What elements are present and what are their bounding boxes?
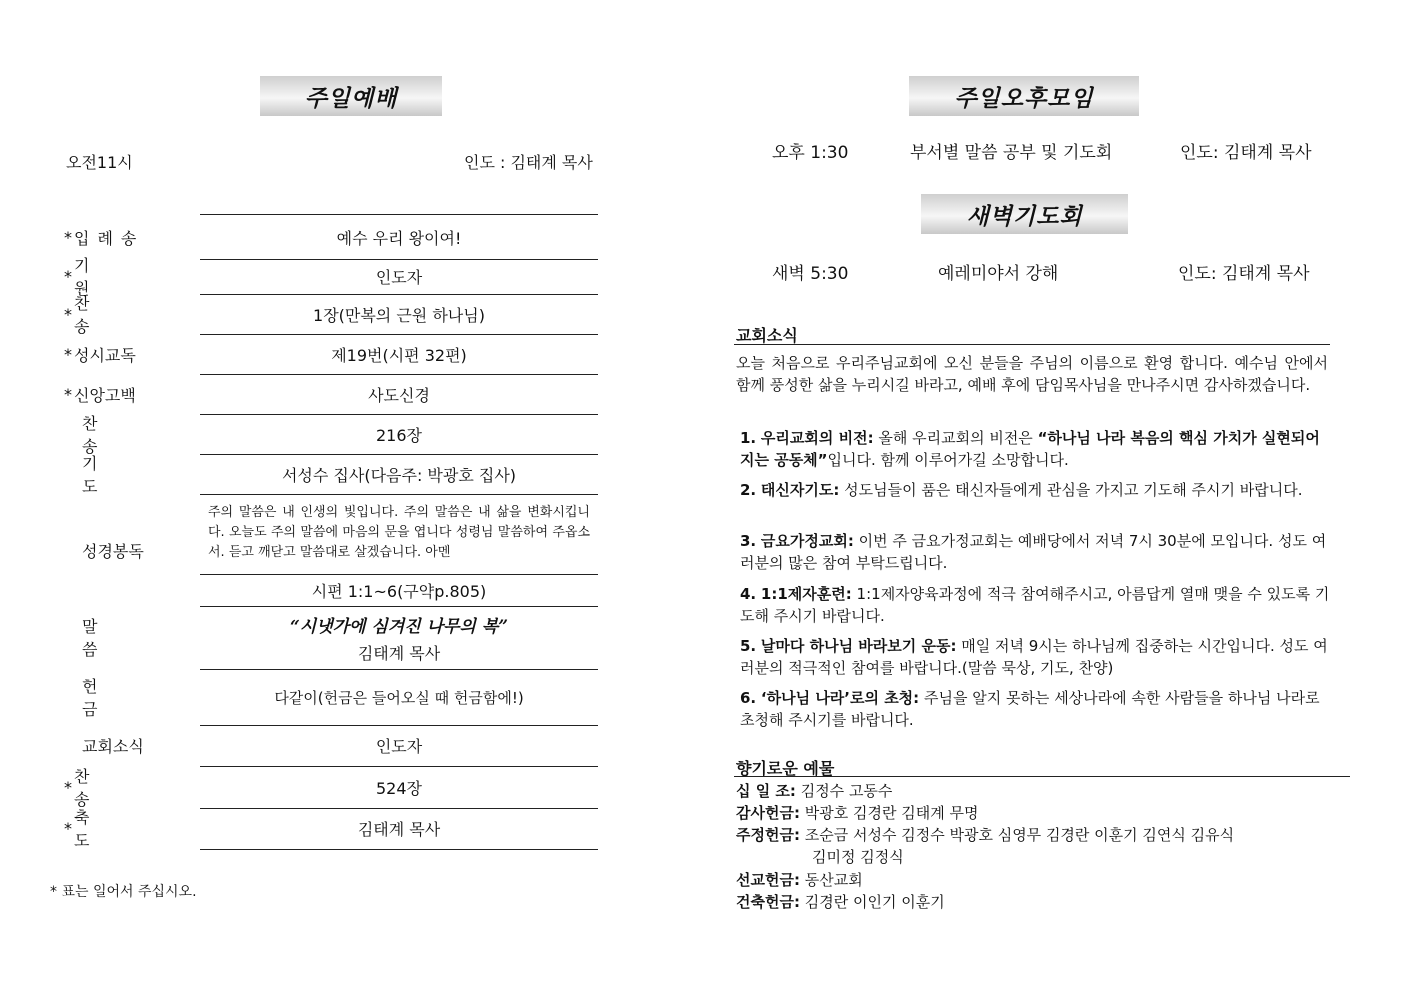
reading-passage: 시편 1:1~6(구약p.805): [311, 581, 487, 601]
divider: [200, 414, 598, 415]
order-value: 김태계 목사: [357, 819, 441, 839]
divider: [200, 374, 598, 375]
worship-leader: 인도 : 김태계 목사: [464, 153, 593, 172]
order-value: 예수 우리 왕이여!: [336, 228, 462, 248]
afternoon-desc: 부서별 말씀 공부 및 기도회: [910, 143, 1113, 163]
order-value: 사도신경: [368, 385, 430, 405]
divider: [200, 454, 598, 455]
news-item-3: 3. 금요가정교회: 이번 주 금요가정교회는 예배당에서 저녁 7시 30분에 모입니다. 성도 여러분의 많은 참여 부탁드립니다.: [740, 532, 1327, 572]
church-news-title: 교회소식: [736, 326, 798, 345]
news-item-1: 1. 우리교회의 비전: 올해 우리교회의 비전은 “하나님 나라 복음의 핵심 가치가 실현되어지는 공동체”입니다. 함께 이루어가길 소망합니다.: [740, 429, 1320, 469]
welcome-paragraph: 오늘 처음으로 우리주님교회에 오신 분들을 주님의 이름으로 환영 합니다. 예수님 안에서 함께 풍성한 삶을 누리시길 바라고, 예배 후에 담임목사님을 만나주시면 감사하겠습니다.: [736, 354, 1328, 394]
divider: [200, 725, 598, 726]
church-news-rule: [734, 344, 1330, 345]
order-label: * 찬송: [64, 767, 128, 809]
news-item-5: 5. 날마다 하나님 바라보기 운동: 매일 저녁 9시는 하나님께 집중하는 시간입니다. 성도 여러분의 적극적인 참여를 바랍니다.(말씀 묵상, 기도, 찬양): [740, 637, 1328, 677]
order-label: * 기원: [64, 256, 128, 298]
order-label: * 축도: [64, 808, 128, 850]
order-label: * 입례송: [64, 227, 145, 248]
divider: [200, 494, 598, 495]
order-value: 인도자: [375, 736, 423, 756]
order-value: 서성수 집사(다음주: 박광호 집사): [281, 465, 517, 485]
divider: [200, 606, 598, 607]
order-label: * 찬송: [64, 294, 128, 336]
divider: [200, 669, 598, 670]
sermon-preacher: 김태계 목사: [357, 644, 441, 663]
reading-prayer: 주의 말씀은 내 인생의 빛입니다. 주의 말씀은 내 삶을 변화시킵니다. 오늘도 주의 말씀에 마음의 문을 엽니다 성령님 말씀하여 주옵소서. 듣고 깨닫고 말씀대로 살겠습니다. 아멘: [208, 505, 590, 560]
standing-footnote: * 표는 일어서 주십시오.: [50, 884, 197, 900]
offering-row: 건축헌금: 김경란 이인기 이훈기: [736, 893, 945, 911]
order-value: 제19번(시편 32편): [331, 345, 467, 365]
afternoon-time: 오후 1:30: [772, 143, 849, 163]
offering-row: 김미정 김정식: [812, 848, 904, 866]
news-item-2: 2. 태신자기도: 성도님들이 품은 태신자들에게 관심을 가지고 기도해 주시기 바랍니다.: [740, 481, 1303, 499]
order-value: 216장: [376, 425, 422, 445]
order-label: 헌금: [82, 677, 136, 719]
dawn-time: 새벽 5:30: [772, 264, 849, 284]
order-label: 찬송: [82, 414, 136, 456]
afternoon-leader: 인도: 김태계 목사: [1180, 143, 1312, 163]
sunday-worship-banner: 주일예배: [260, 76, 442, 116]
divider: [200, 334, 598, 335]
divider: [200, 574, 598, 575]
order-label: * 성시교독: [64, 344, 136, 365]
order-value: 524장: [376, 778, 422, 798]
divider: [200, 214, 598, 215]
order-label: * 신앙고백: [64, 384, 136, 405]
dawn-prayer-banner: 새벽기도회: [921, 194, 1128, 234]
divider: [200, 294, 598, 295]
divider: [200, 766, 598, 767]
order-label: 말씀: [82, 617, 136, 659]
offering-row: 십 일 조: 김정수 고동수: [736, 782, 893, 800]
offering-row: 감사헌금: 박광호 김경란 김태계 무명: [736, 804, 979, 822]
order-value: 인도자: [375, 267, 423, 287]
dawn-leader: 인도: 김태계 목사: [1178, 264, 1310, 284]
sermon-title: “시냇가에 심겨진 나무의 복”: [290, 617, 508, 637]
order-value: 1장(만복의 근원 하나님): [313, 305, 485, 325]
divider: [200, 849, 598, 850]
order-value: 다같이(헌금은 들어오실 때 헌금함에!): [274, 688, 524, 707]
afternoon-banner: 주일오후모임: [909, 76, 1139, 116]
divider: [200, 808, 598, 809]
news-item-4: 4. 1:1제자훈련: 1:1제자양육과정에 적극 참여해주시고, 아름답게 열매 맺을 수 있도록 기도해 주시기 바랍니다.: [740, 585, 1330, 625]
order-label: 기도: [82, 454, 136, 496]
offering-row: 주정헌금: 조순금 서성수 김정수 박광호 심영무 김경란 이훈기 김연식 김유식: [736, 826, 1235, 844]
offering-row: 선교헌금: 동산교회: [736, 871, 863, 889]
worship-time: 오전11시: [66, 153, 133, 172]
dawn-desc: 예레미야서 강해: [938, 264, 1059, 284]
news-item-6: 6. ‘하나님 나라’로의 초청: 주님을 알지 못하는 세상나라에 속한 사람들을 하나님 나라로 초청해 주시기를 바랍니다.: [740, 689, 1320, 729]
order-label: 성경봉독: [82, 541, 144, 561]
offerings-rule: [734, 776, 1350, 777]
divider: [200, 259, 598, 260]
offerings-title: 향기로운 예물: [736, 759, 835, 778]
order-label: 교회소식: [82, 736, 144, 756]
